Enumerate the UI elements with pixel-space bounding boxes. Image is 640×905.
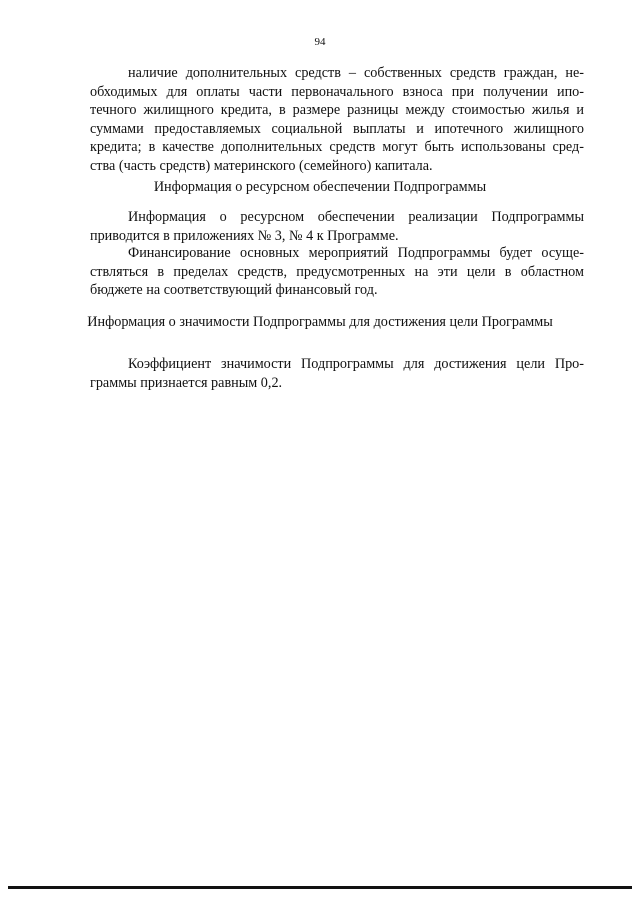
significance-paragraph xyxy=(90,355,584,392)
text-line: кредита; в качестве дополнительных средств могут быть использованы сред- xyxy=(90,139,584,156)
significance-section-heading: Информация о значимости Подпрограммы для достижения цели Программы xyxy=(87,314,553,330)
page-bottom-rule xyxy=(8,886,632,889)
resources-section-heading: Информация о ресурсном обеспечении Подпрограммы xyxy=(153,179,487,195)
text-line: суммами предоставляемых социальной выплаты и ипотечного жилищного xyxy=(90,120,584,137)
text-line: течного жилищного кредита, в размере разницы между стоимостью жилья и xyxy=(90,102,584,119)
resources-paragraph-1 xyxy=(90,208,584,245)
text-line: ства (часть средств) материнского (семейного) капитала. xyxy=(90,157,433,174)
text-line: обходимых для оплаты части первоначального взноса при получении ипо- xyxy=(90,83,584,100)
text-line: бюджете на соответствующий финансовый год. xyxy=(90,282,378,299)
text-line: Финансирование основных мероприятий Подпрограммы будет осуще- xyxy=(128,245,584,261)
text-line: Информация о ресурсном обеспечении реализации Подпрограммы xyxy=(128,209,584,225)
text-line: Коэффициент значимости Подпрограммы для достижения цели Про- xyxy=(128,356,584,372)
text-line: граммы признается равным 0,2. xyxy=(90,374,283,391)
text-line: наличие дополнительных средств – собственных средств граждан, не- xyxy=(128,65,584,81)
intro-paragraph xyxy=(90,64,584,176)
resources-paragraph-2 xyxy=(90,244,584,300)
text-line: приводится в приложениях № 3, № 4 к Программе. xyxy=(90,227,399,244)
page-number: 94 xyxy=(314,36,326,48)
text-line: ствляться в пределах средств, предусмотренных на эти цели в областном xyxy=(90,263,584,280)
